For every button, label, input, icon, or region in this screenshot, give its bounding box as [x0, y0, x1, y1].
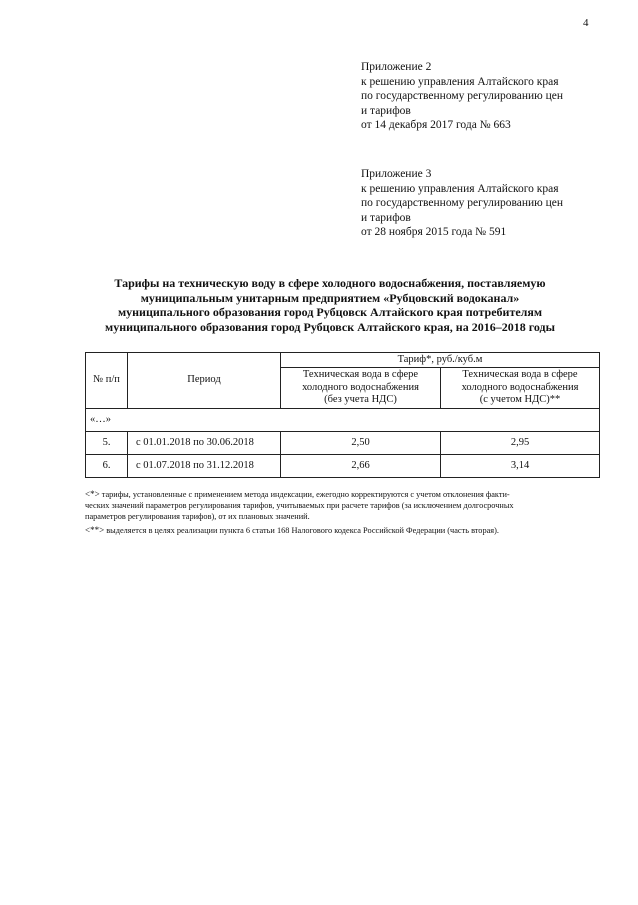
footnote-2 [85, 525, 600, 537]
appendix-2-line: от 14 декабря 2017 года № 663 [361, 119, 511, 132]
appendix-3-line: по государственному регулированию цен [361, 197, 564, 210]
title-line: муниципального образования город Рубцовск Алтайского края, на 2016–2018 годы [105, 319, 555, 334]
appendix-2-line: по государственному регулированию цен [361, 90, 564, 103]
page-number: 4 [583, 17, 589, 29]
tariff-table [85, 352, 600, 478]
row-number: 6. [86, 455, 128, 478]
title-line: муниципальным унитарным предприятием «Рубцовский водоканал» [140, 290, 520, 305]
row-tariff-no-vat: 2,66 [281, 455, 441, 478]
header-tariff-no-vat [281, 368, 441, 409]
appendix-3-line: и тарифов [361, 211, 411, 224]
header-number: № п/п [86, 353, 128, 409]
footnote-text: тарифы, установленные с применением метода индексации, ежегодно корректируются с учетом отклонения факти- [101, 490, 510, 499]
header-period: Период [128, 353, 281, 409]
row-tariff-with-vat: 3,14 [441, 455, 600, 478]
appendix-3-line: от 28 ноября 2015 года № 591 [361, 226, 507, 239]
row-tariff-no-vat: 2,50 [281, 432, 441, 455]
row-tariff-with-vat: 2,95 [441, 432, 600, 455]
header-line: (без учета НДС) [324, 394, 397, 406]
appendix-2-line: к решению управления Алтайского края [361, 75, 559, 88]
row-period: с 01.01.2018 по 30.06.2018 [128, 432, 281, 455]
header-line: Техническая вода в сфере [462, 369, 578, 381]
header-line: Техническая вода в сфере [302, 369, 419, 381]
row-number: 5. [86, 432, 128, 455]
document-title [60, 276, 600, 334]
footnote-marker: <*> [85, 489, 100, 499]
appendix-3-header [361, 167, 621, 240]
row-period: с 01.07.2018 по 31.12.2018 [128, 455, 281, 478]
appendix-2-line: и тарифов [361, 104, 411, 117]
footnote-text: ческих значений параметров регулирования тарифов, учитываемых при расчете тарифов (за исключением долгосрочных [85, 500, 514, 510]
footnote-marker: <**> [85, 525, 105, 536]
header-tariff-with-vat [441, 368, 600, 409]
header-tariff: Тариф*, руб./куб.м [281, 353, 600, 368]
footnote-text: выделяется в целях реализации пункта 6 статьи 168 Налогового кодекса Российской Федерации (часть вторая). [106, 526, 499, 536]
table-row [86, 455, 600, 478]
title-line: Тарифы на техническую воду в сфере холодного водоснабжения, поставляемую [114, 276, 546, 290]
header-line: холодного водоснабжения [302, 381, 419, 393]
title-line: муниципального образования город Рубцовск Алтайского края потребителям [117, 305, 543, 320]
ellipsis-row: «…» [86, 409, 600, 432]
appendix-3-line: к решению управления Алтайского края [361, 182, 559, 195]
appendix-3-line: Приложение 3 [361, 168, 432, 180]
footnotes [85, 489, 600, 540]
appendix-2-header [361, 60, 621, 133]
footnote-1 [85, 489, 600, 522]
appendix-2-line: Приложение 2 [361, 61, 432, 73]
table-row [86, 432, 600, 455]
header-line: холодного водоснабжения [461, 381, 579, 393]
header-line: (с учетом НДС)** [479, 394, 561, 406]
footnote-text: параметров регулирования тарифов), от их плановых значений. [85, 511, 310, 521]
